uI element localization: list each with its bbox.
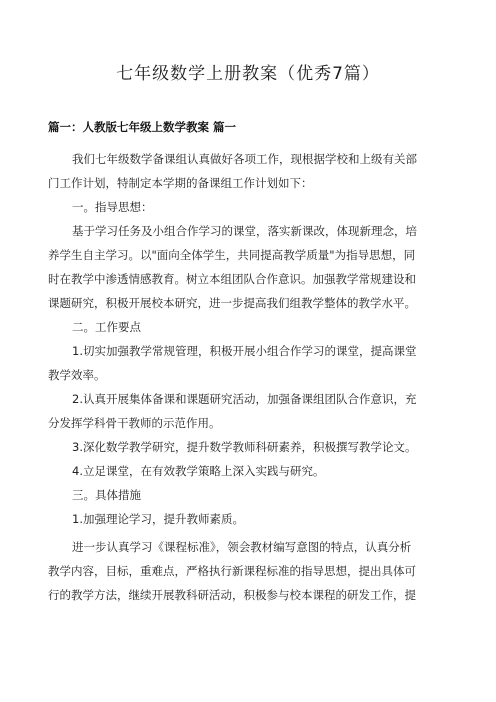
paragraph-line: 二。工作要点 bbox=[72, 320, 141, 334]
paragraph-line: 课题研究，积极开展校本研究，进一步提高我们组教学整体的教学水平。 bbox=[48, 296, 416, 310]
paragraph-line: 教学内容，目标，重难点，严格执行新课程标准的指导思想，提出具体可 bbox=[48, 564, 416, 578]
paragraph-line: 行的教学方法，继续开展教科研活动，积极参与校本课程的研发工作，提 bbox=[48, 588, 416, 602]
section-heading: 篇一：人教版七年级上数学教案 篇一 bbox=[48, 120, 237, 134]
paragraph-line: 4.立足课堂，在有效教学策略上深入实践与研究。 bbox=[72, 464, 325, 478]
document-title: 七年级数学上册教案（优秀7篇） bbox=[116, 64, 380, 84]
paragraph-line: 三。具体措施 bbox=[72, 488, 141, 502]
paragraph-line: 2.认真开展集体备课和课题研究活动，加强备课组团队合作意识，充 bbox=[72, 392, 417, 406]
paragraph-line: 时在教学中渗透情感教育。树立本组团队合作意识。加强教学常规建设和 bbox=[48, 272, 416, 286]
paragraph-line: 3.深化数学教学研究，提升数学教师科研素养，积极撰写教学论文。 bbox=[72, 440, 417, 454]
paragraph-line: 教学效率。 bbox=[48, 368, 106, 382]
paragraph-line: 我们七年级数学备课组认真做好各项工作，现根据学校和上级有关部 bbox=[72, 152, 417, 166]
paragraph-line: 分发挥学科骨干教师的示范作用。 bbox=[48, 416, 221, 430]
paragraph-line: 门工作计划，特制定本学期的备课组工作计划如下： bbox=[48, 176, 313, 190]
paragraph-line: 1.加强理论学习，提升教师素质。 bbox=[72, 512, 244, 526]
paragraph-line: 养学生自主学习。以"面向全体学生，共同提高教学质量"为指导思想，同 bbox=[48, 248, 416, 262]
paragraph-line: 基于学习任务及小组合作学习的课堂，落实新课改，体现新理念，培 bbox=[72, 224, 417, 238]
paragraph-line: 一。指导思想： bbox=[72, 200, 153, 214]
paragraph-line: 1.切实加强教学常规管理，积极开展小组合作学习的课堂，提高课堂 bbox=[72, 344, 417, 358]
paragraph-line: 进一步认真学习《课程标准》，领会教材编写意图的特点，认真分析 bbox=[72, 540, 412, 554]
